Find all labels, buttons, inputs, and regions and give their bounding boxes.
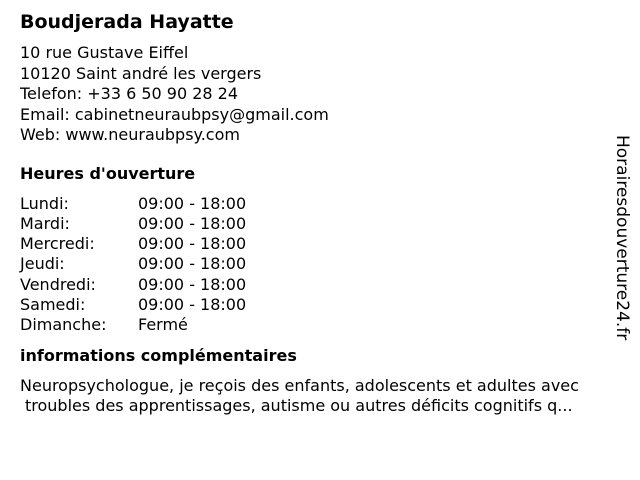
hours-time: 09:00 - 18:00 <box>138 213 247 233</box>
hours-time: 09:00 - 18:00 <box>138 294 247 314</box>
info-heading: informations complémentaires <box>20 345 297 365</box>
business-name: Boudjerada Hayatte <box>20 11 234 33</box>
hours-row-jeudi <box>20 254 620 274</box>
info-line-1: Neuropsychologue, je reçois des enfants, adolescents et adultes avec <box>20 375 579 395</box>
hours-day: Lundi: <box>20 193 69 213</box>
hours-row-mercredi <box>20 234 620 254</box>
address-block <box>20 43 620 146</box>
phone-line: Telefon: +33 6 50 90 28 24 <box>20 84 239 103</box>
hours-time: 09:00 - 18:00 <box>138 193 247 213</box>
hours-day: Mercredi: <box>20 234 95 254</box>
site-watermark: Horairesdouverture24.fr <box>612 135 632 341</box>
hours-day: Vendredi: <box>20 274 96 294</box>
business-card <box>20 10 620 416</box>
hours-day: Samedi: <box>20 294 86 314</box>
hours-row-lundi <box>20 194 620 214</box>
hours-row-samedi <box>20 295 620 315</box>
hours-heading: Heures d'ouverture <box>20 163 196 183</box>
street-address: 10 rue Gustave Eiffel <box>20 43 189 62</box>
info-description <box>20 376 620 416</box>
hours-row-dimanche <box>20 315 620 335</box>
web-line: Web: www.neuraubpsy.com <box>20 125 240 144</box>
hours-day: Jeudi: <box>20 254 65 274</box>
hours-time: Fermé <box>138 315 188 335</box>
hours-row-vendredi <box>20 275 620 295</box>
hours-row-mardi <box>20 214 620 234</box>
hours-time: 09:00 - 18:00 <box>138 234 247 254</box>
email-line: Email: cabinetneuraubpsy@gmail.com <box>20 104 329 124</box>
hours-time: 09:00 - 18:00 <box>138 254 247 274</box>
info-line-2: troubles des apprentissages, autisme ou autres déficits cognitifs q... <box>25 395 573 415</box>
hours-day: Dimanche: <box>20 315 107 335</box>
hours-table <box>20 194 620 336</box>
city-address: 10120 Saint andré les vergers <box>20 63 262 83</box>
hours-day: Mardi: <box>20 213 70 233</box>
hours-time: 09:00 - 18:00 <box>138 274 247 294</box>
